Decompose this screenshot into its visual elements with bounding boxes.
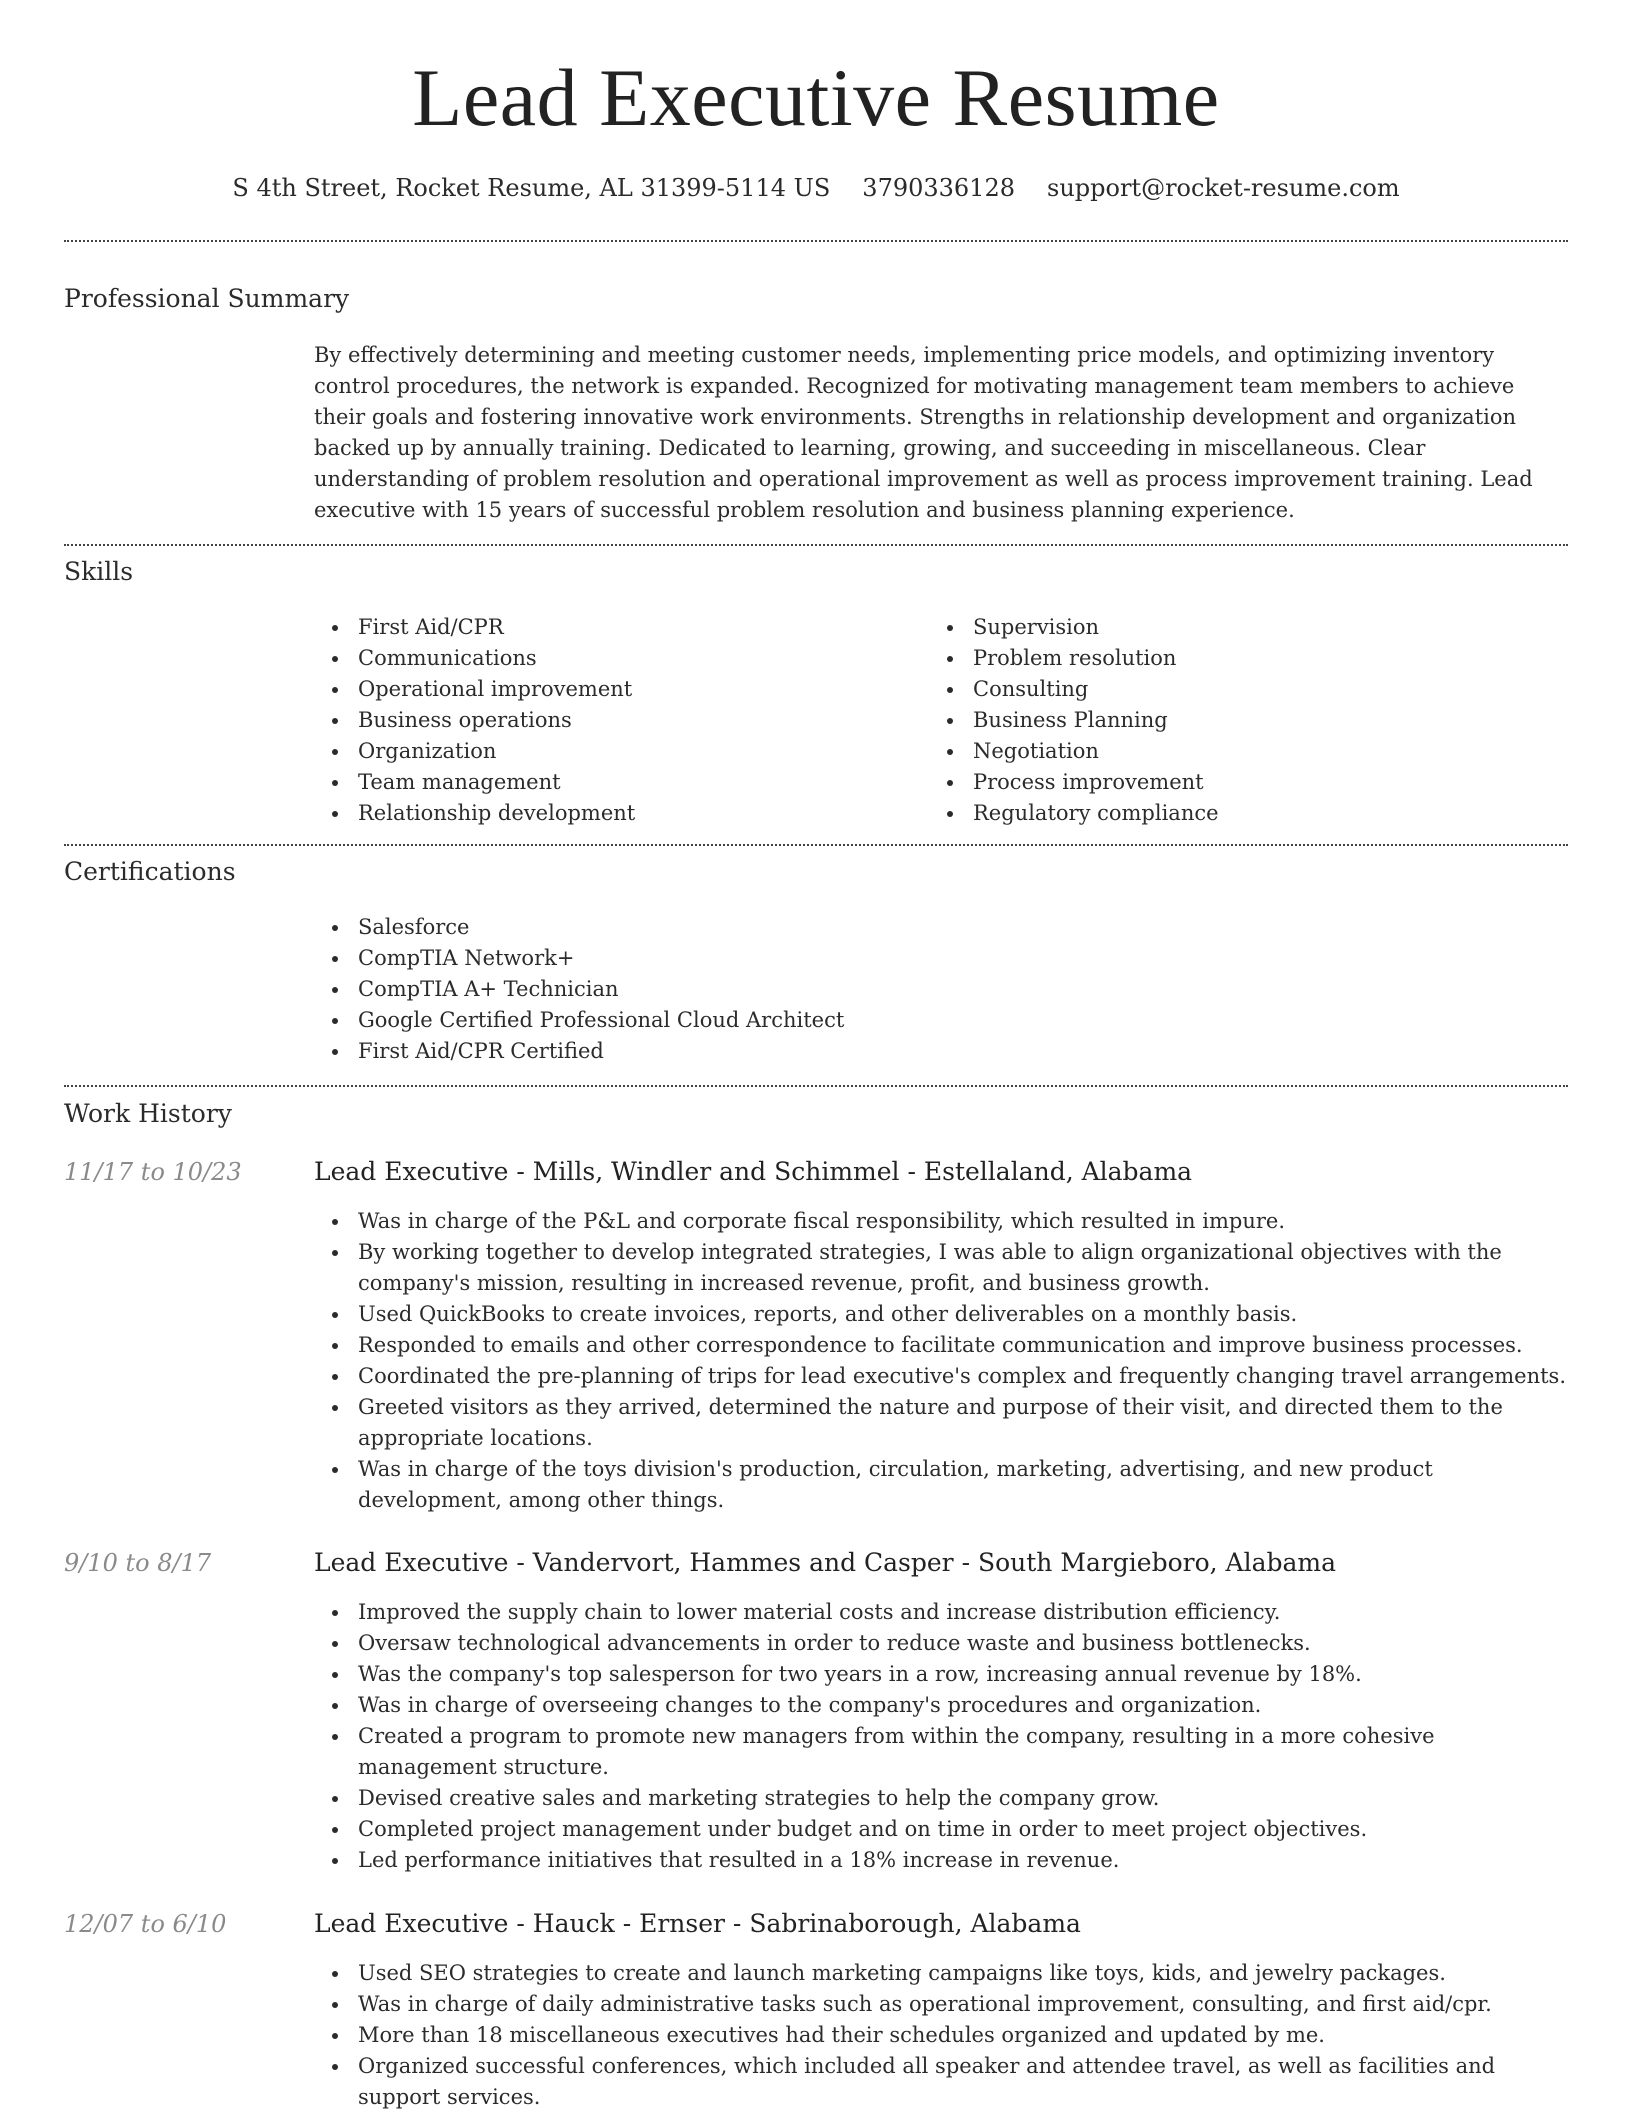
job-bullets: [314, 1597, 1568, 1876]
job-bullet: Oversaw technological advancements in order to reduce waste and business bottlenecks.: [314, 1628, 1568, 1659]
contact-phone: 3790336128: [862, 174, 1015, 202]
work-history-heading: Work History: [64, 1099, 232, 1128]
section-divider: [64, 240, 1568, 242]
section-divider: [64, 544, 1568, 546]
skill-item: Communications: [314, 643, 914, 674]
skills-heading: Skills: [64, 557, 134, 586]
skill-item: Regulatory compliance: [929, 798, 1529, 829]
job-bullet: Was in charge of daily administrative tasks such as operational improvement, consulting, and first aid/cpr.: [314, 1989, 1568, 2020]
resume-header: [64, 48, 1568, 204]
job-bullet: Coordinated the pre-planning of trips for lead executive's complex and frequently changing travel arrangements.: [314, 1361, 1568, 1392]
job-bullet: Organized successful conferences, which included all speaker and attendee travel, as well as facilities and support services.: [314, 2051, 1568, 2113]
job-bullet: Was in charge of the P&L and corporate fiscal responsibility, which resulted in impure.: [314, 1206, 1568, 1237]
certifications-heading: Certifications: [64, 857, 236, 886]
skill-item: Organization: [314, 736, 914, 767]
section-divider: [64, 1085, 1568, 1087]
certification-item: Google Certified Professional Cloud Architect: [314, 1005, 1568, 1036]
job-bullets: [314, 1206, 1568, 1516]
skill-item: Operational improvement: [314, 674, 914, 705]
certification-item: First Aid/CPR Certified: [314, 1036, 1568, 1067]
job-bullet: Used SEO strategies to create and launch marketing campaigns like toys, kids, and jewelry packages.: [314, 1958, 1568, 1989]
job-bullet: Was in charge of overseeing changes to the company's procedures and organization.: [314, 1690, 1568, 1721]
skill-item: First Aid/CPR: [314, 612, 914, 643]
summary-heading: Professional Summary: [64, 284, 350, 313]
skill-item: Team management: [314, 767, 914, 798]
job-date: 11/17 to 10/23: [64, 1158, 242, 1186]
certification-item: CompTIA Network+: [314, 943, 1568, 974]
job-bullet: Was the company's top salesperson for two years in a row, increasing annual revenue by 18%.: [314, 1659, 1568, 1690]
contact-email: support@rocket-resume.com: [1047, 174, 1400, 202]
job-title: Lead Executive - Hauck - Ernser - Sabrinaborough, Alabama: [314, 1909, 1081, 1938]
job-bullet: More than 18 miscellaneous executives had their schedules organized and updated by me.: [314, 2020, 1568, 2051]
job-bullet: Was in charge of the toys division's production, circulation, marketing, advertising, and new product development, among other things.: [314, 1454, 1568, 1516]
job-bullet: Greeted visitors as they arrived, determined the nature and purpose of their visit, and directed them to the appropriate locations.: [314, 1392, 1568, 1454]
skill-item: Negotiation: [929, 736, 1529, 767]
resume-title: Lead Executive Resume: [412, 52, 1220, 143]
skill-item: Process improvement: [929, 767, 1529, 798]
certifications-list: [314, 912, 1568, 1067]
skill-item: Relationship development: [314, 798, 914, 829]
section-divider: [64, 844, 1568, 846]
skill-item: Business Planning: [929, 705, 1529, 736]
job-bullet: Responded to emails and other correspondence to facilitate communication and improve business processes.: [314, 1330, 1568, 1361]
contact-address: S 4th Street, Rocket Resume, AL 31399-5114 US: [232, 174, 831, 202]
skills-list-left: [314, 612, 914, 829]
summary-text: By effectively determining and meeting customer needs, implementing price models, and optimizing inventory control procedures, the network is expanded. Recognized for motivating management team members to achieve their goals and fostering innovative work environments. Strengths in relationship development and organization backed up by annually training. Dedicated to learning, growing, and succeeding in miscellaneous. Clear understanding of problem resolution and operational improvement as well as process improvement training. Lead executive with 15 years of successful problem resolution and business planning experience.: [314, 343, 1533, 522]
skill-item: Problem resolution: [929, 643, 1529, 674]
job-bullet: Completed project management under budget and on time in order to meet project objectives.: [314, 1814, 1568, 1845]
certification-item: CompTIA A+ Technician: [314, 974, 1568, 1005]
job-title: Lead Executive - Vandervort, Hammes and Casper - South Margieboro, Alabama: [314, 1548, 1337, 1577]
certification-item: Salesforce: [314, 912, 1568, 943]
job-title: Lead Executive - Mills, Windler and Schimmel - Estellaland, Alabama: [314, 1157, 1193, 1186]
job-bullet: Improved the supply chain to lower material costs and increase distribution efficiency.: [314, 1597, 1568, 1628]
job-date: 9/10 to 8/17: [64, 1549, 212, 1577]
job-bullet: Created a program to promote new managers from within the company, resulting in a more cohesive management structure.: [314, 1721, 1568, 1783]
skill-item: Consulting: [929, 674, 1529, 705]
skill-item: Business operations: [314, 705, 914, 736]
job-bullet: Used QuickBooks to create invoices, reports, and other deliverables on a monthly basis.: [314, 1299, 1568, 1330]
job-bullet: Devised creative sales and marketing strategies to help the company grow.: [314, 1783, 1568, 1814]
job-bullets: [314, 1958, 1568, 2113]
skill-item: Supervision: [929, 612, 1529, 643]
job-bullet: By working together to develop integrated strategies, I was able to align organizational objectives with the company's mission, resulting in increased revenue, profit, and business growth.: [314, 1237, 1568, 1299]
skills-list-right: [929, 612, 1529, 829]
job-bullet: Led performance initiatives that resulted in a 18% increase in revenue.: [314, 1845, 1568, 1876]
contact-line: [64, 172, 1568, 204]
job-date: 12/07 to 6/10: [64, 1910, 227, 1938]
